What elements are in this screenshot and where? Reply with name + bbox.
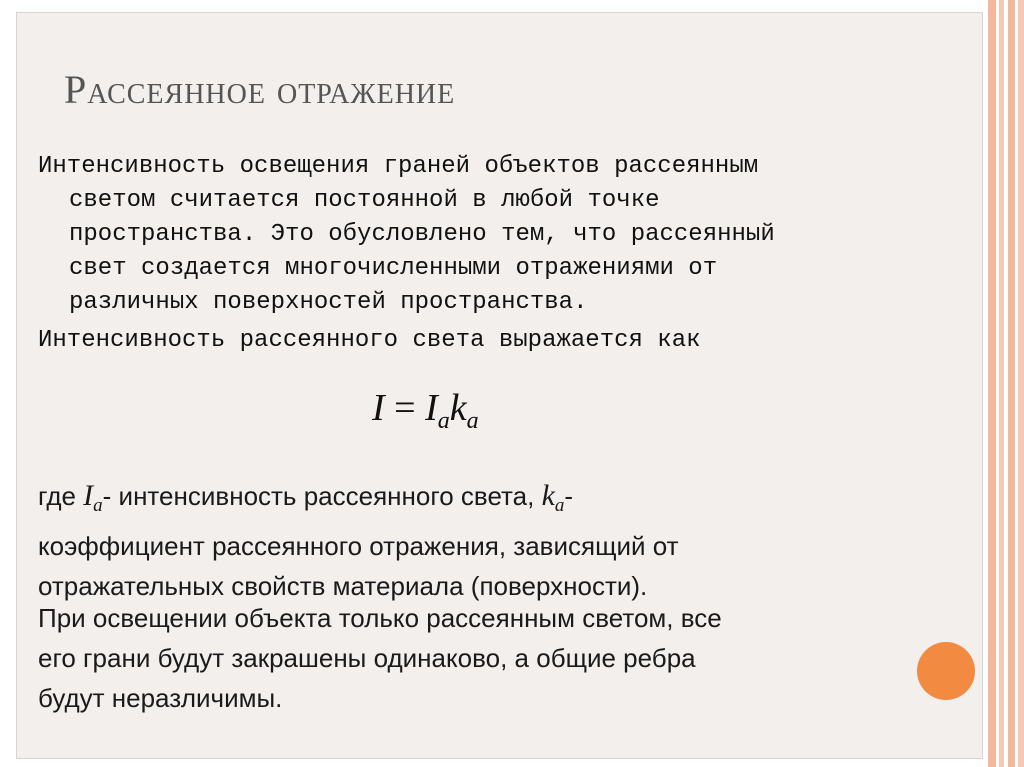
formula-k-var: k [449, 387, 467, 429]
explanation-line-3: отражательных свойств материала (поверхности). [38, 571, 648, 601]
conclusion [38, 598, 722, 718]
explanation [38, 476, 679, 606]
explanation-line-2: коэффициент рассеянного отражения, зависящий от [38, 531, 679, 561]
paragraph-1-line-3: пространства. Это обусловлено тем, что рассеянный [69, 221, 775, 248]
decorative-stripes [984, 0, 1024, 767]
explanation-text-1: - интенсивность рассеянного света, [102, 481, 542, 511]
explanation-var-ia [83, 479, 103, 516]
slide-title [64, 66, 455, 113]
paragraph-1-line-4: свет создается многочисленными отражениями от [69, 255, 718, 282]
paragraph-2-line-1: Интенсивность рассеянного света выражается как [38, 327, 701, 354]
paragraph-1-line-5: различных поверхностей пространства. [69, 289, 588, 316]
formula-rhs-sub: a [437, 408, 450, 434]
paragraph-2 [38, 324, 701, 358]
explanation-var-ka [541, 479, 565, 516]
var-ka-letter: k [541, 479, 555, 512]
explanation-dash: - [564, 481, 574, 511]
decorative-orange-circle [917, 642, 975, 700]
title-rest: ассеянное отражение [87, 67, 456, 112]
formula-k-sub: a [466, 408, 479, 434]
var-ia-letter: I [83, 479, 94, 512]
explanation-line-1 [38, 476, 679, 526]
conclusion-line-2: его грани будут закрашены одинаково, а общие ребра [38, 643, 696, 673]
conclusion-line-3: будут неразличимы. [38, 683, 283, 713]
formula-lhs: I [372, 387, 385, 429]
paragraph-1-line-1: Интенсивность освещения граней объектов рассеянным [38, 153, 759, 180]
paragraph-1 [38, 150, 775, 320]
formula [372, 386, 479, 435]
title-initial: Р [64, 67, 88, 112]
formula-equals: = [384, 387, 426, 429]
var-ka-sub: a [554, 495, 565, 516]
formula-rhs-var: I [425, 387, 438, 429]
paragraph-1-line-2: светом считается постоянной в любой точке [69, 187, 660, 214]
explanation-where: где [38, 481, 84, 511]
conclusion-line-1: При освещении объекта только рассеянным светом, все [38, 603, 722, 633]
var-ia-sub: a [93, 495, 103, 516]
